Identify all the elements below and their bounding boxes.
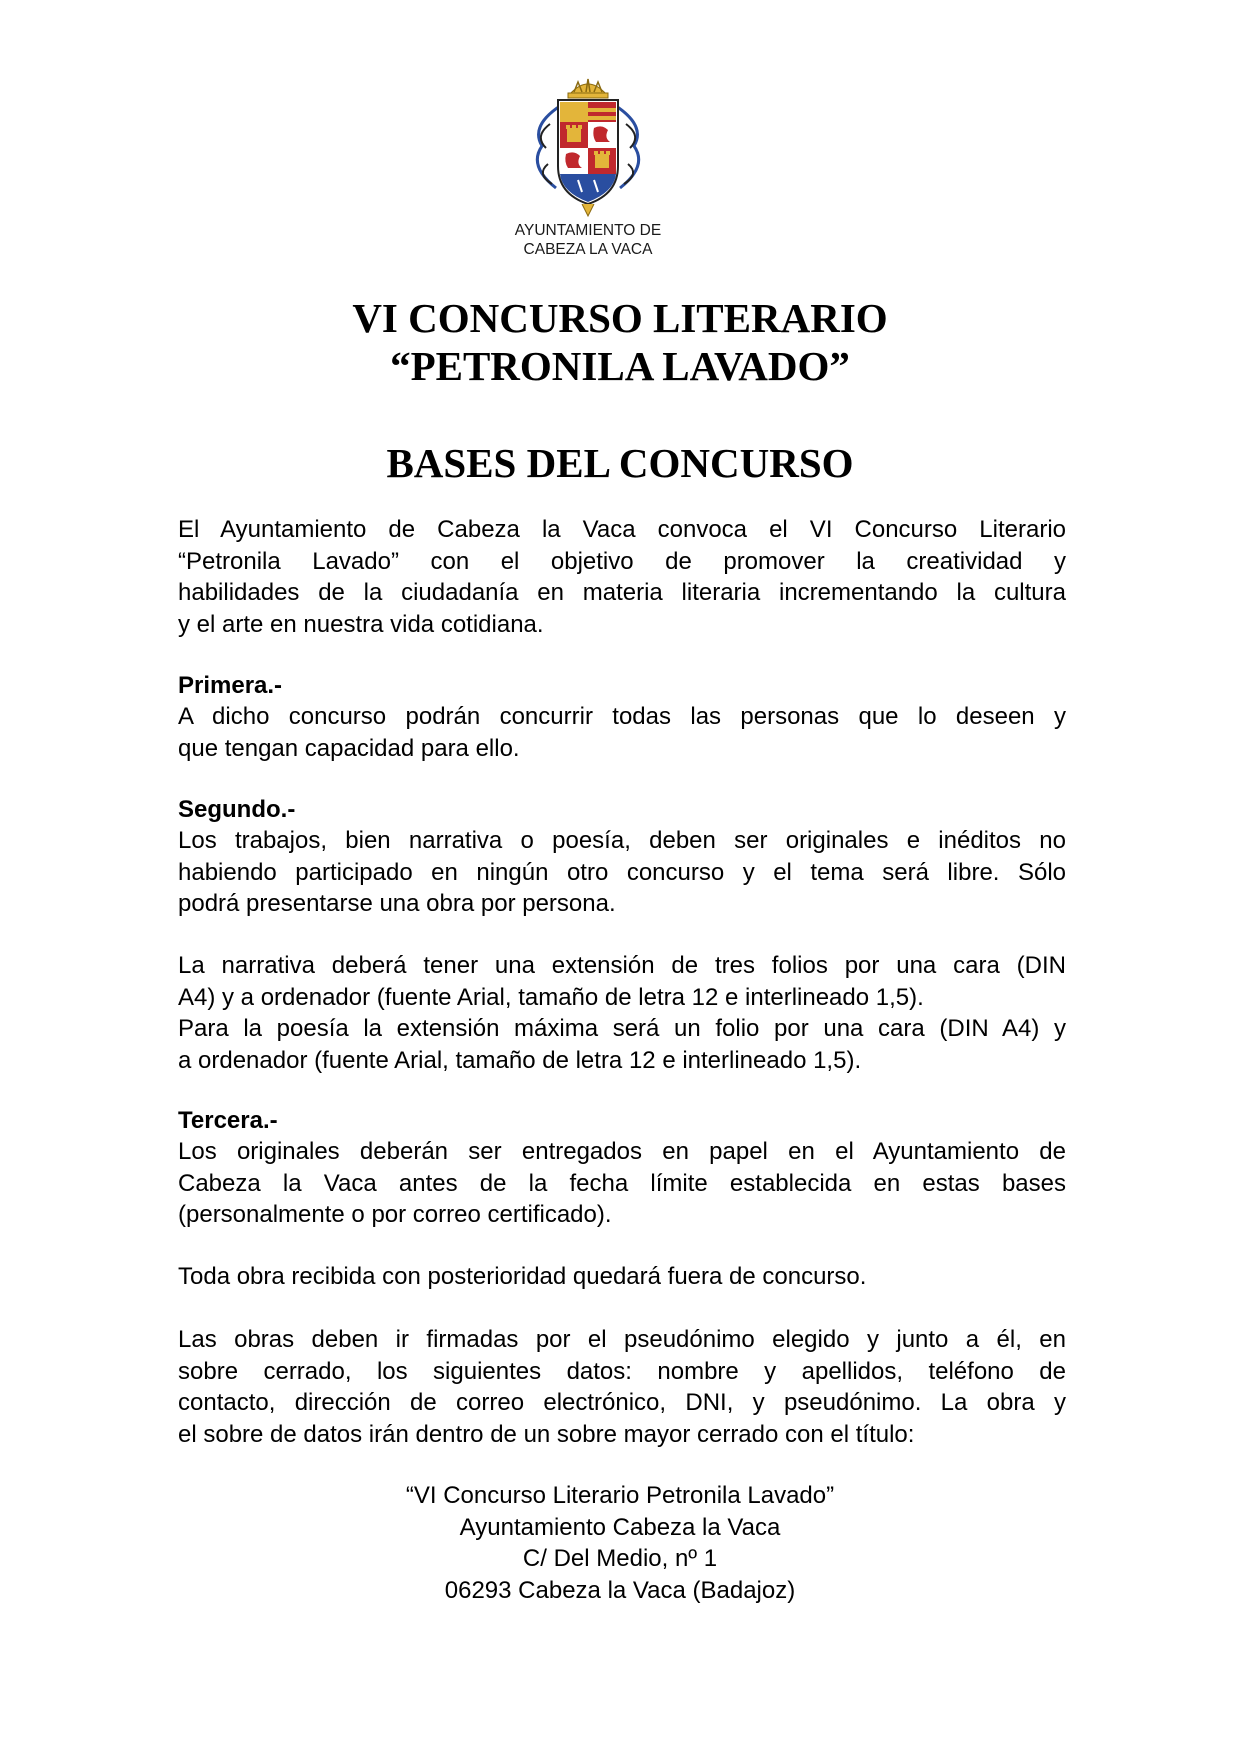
text-line: Los originales deberán ser entregados en papel en el Ayuntamiento de — [178, 1138, 1066, 1165]
address-line: C/ Del Medio, nº 1 — [522, 1545, 718, 1572]
address-block — [170, 1480, 1070, 1606]
late-submission-paragraph — [178, 1261, 1066, 1293]
address-line: “VI Concurso Literario Petronila Lavado” — [405, 1482, 835, 1509]
tercera-heading: Tercera.- — [178, 1107, 278, 1134]
section-title: BASES DEL CONCURSO — [386, 440, 854, 486]
text-line: y el arte en nuestra vida cotidiana. — [178, 610, 544, 638]
segundo-heading: Segundo.- — [178, 796, 296, 823]
address-line: 06293 Cabeza la Vaca (Badajoz) — [444, 1576, 796, 1604]
text-line: “Petronila Lavado” con el objetivo de promover la creatividad y — [178, 547, 1066, 575]
text-line: habilidades de la ciudadanía en materia literaria incrementando la cultura — [178, 579, 1066, 606]
text-line: podrá presentarse una obra por persona. — [178, 890, 616, 917]
intro-paragraph — [178, 514, 1066, 640]
contest-title: VI CONCURSO LITERARIO — [352, 295, 888, 341]
text-line: el sobre de datos irán dentro de un sobre mayor cerrado con el título: — [178, 1420, 915, 1448]
text-line: A dicho concurso podrán concurrir todas las personas que lo deseen y — [178, 703, 1066, 730]
text-line: contacto, dirección de correo electrónico, DNI, y pseudónimo. La obra y — [178, 1389, 1066, 1416]
coat-of-arms-logo — [520, 76, 656, 218]
tercera-paragraph — [178, 1136, 1066, 1231]
text-line: Para la poesía la extensión máxima será un folio por una cara (DIN A4) y — [178, 1015, 1066, 1042]
text-line: La narrativa deberá tener una extensión de tres folios por una cara (DIN — [178, 952, 1066, 979]
text-line: sobre cerrado, los siguientes datos: nombre y apellidos, teléfono de — [178, 1357, 1066, 1385]
text-line: Los trabajos, bien narrativa o poesía, deben ser originales e inéditos no — [178, 827, 1066, 854]
contest-name: “PETRONILA LAVADO” — [390, 343, 850, 389]
primera-heading: Primera.- — [178, 672, 283, 699]
text-line: A4) y a ordenador (fuente Arial, tamaño de letra 12 e interlineado 1,5). — [178, 983, 924, 1011]
address-line: Ayuntamiento Cabeza la Vaca — [459, 1513, 781, 1541]
crest-caption-line: CABEZA LA VACA — [523, 241, 653, 258]
text-line: habiendo participado en ningún otro concurso y el tema será libre. Sólo — [178, 858, 1066, 886]
crest-caption — [470, 221, 706, 259]
text-line: Cabeza la Vaca antes de la fecha límite establecida en estas bases — [178, 1169, 1066, 1197]
text-line: Toda obra recibida con posterioridad quedará fuera de concurso. — [178, 1263, 867, 1290]
primera-paragraph — [178, 701, 1066, 764]
crest-caption-line: AYUNTAMIENTO DE — [514, 222, 662, 239]
text-line: El Ayuntamiento de Cabeza la Vaca convoca el VI Concurso Literario — [178, 516, 1066, 543]
extension-paragraph — [178, 950, 1066, 1076]
text-line: a ordenador (fuente Arial, tamaño de letra 12 e interlineado 1,5). — [178, 1046, 862, 1074]
segundo-paragraph — [178, 825, 1066, 920]
text-line: (personalmente o por correo certificado). — [178, 1201, 612, 1228]
signature-paragraph — [178, 1324, 1066, 1450]
text-line: que tengan capacidad para ello. — [178, 734, 520, 762]
crown-icon — [568, 79, 608, 98]
text-line: Las obras deben ir firmadas por el pseudónimo elegido y junto a él, en — [178, 1326, 1066, 1353]
